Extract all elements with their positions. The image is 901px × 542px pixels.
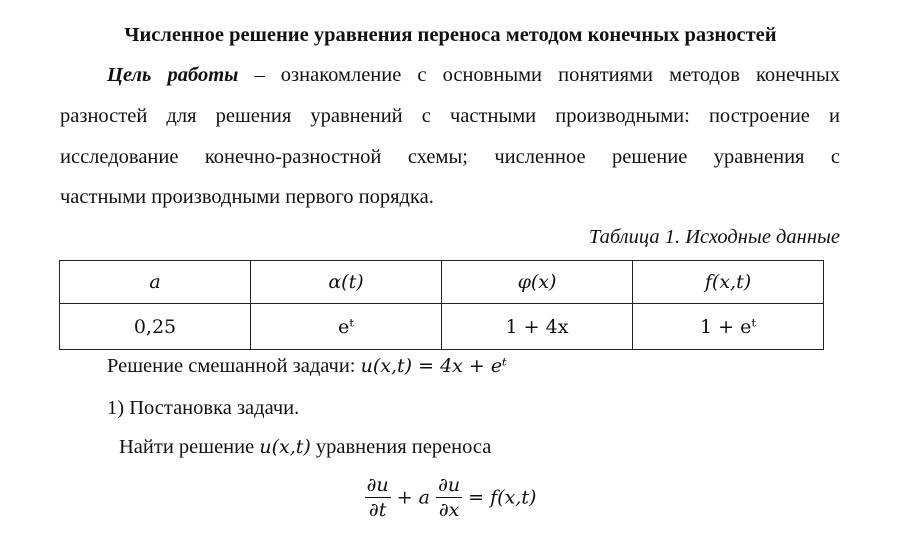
equation-plus-a: + a: [396, 486, 431, 509]
equation-rhs: = f(x,t): [468, 486, 537, 509]
solution-line: [107, 353, 840, 379]
document-title: Численное решение уравнения переноса методом конечных разностей: [124, 24, 777, 46]
value-cell-f: 1 + eᵗ: [633, 304, 824, 350]
goal-line-2: разностей для решения уравнений с частными производными: построение и: [60, 105, 840, 127]
find-line: [119, 434, 840, 460]
header-cell-a: a: [60, 261, 251, 304]
fraction-du-dt: [365, 474, 391, 521]
fraction-du-dt-denominator: ∂t: [368, 499, 387, 521]
table-value-row: [60, 304, 824, 350]
step-1-label: Постановка задачи.: [129, 397, 300, 419]
solution-label: Решение смешанной задачи:: [107, 355, 356, 377]
goal-line-4: частными производными первого порядка.: [60, 186, 434, 208]
goal-label: Цель работы: [107, 64, 239, 86]
source-data-table: [59, 260, 824, 350]
header-cell-alpha: α(t): [251, 261, 442, 304]
find-suffix: уравнения переноса: [315, 436, 492, 458]
value-cell-alpha: eᵗ: [251, 304, 442, 350]
step-1-line: [107, 395, 840, 421]
transport-equation: [0, 474, 901, 521]
fraction-du-dt-numerator: ∂u: [366, 474, 389, 496]
table-header-row: [60, 261, 824, 304]
find-prefix: Найти решение: [119, 436, 255, 458]
fraction-du-dx-numerator: ∂u: [438, 474, 461, 496]
value-cell-a: 0,25: [60, 304, 251, 350]
table-caption: Таблица 1. Исходные данные: [588, 226, 840, 248]
header-cell-phi: φ(x): [442, 261, 633, 304]
find-var: u(x,t): [259, 436, 311, 458]
goal-text-1: – ознакомление с основными понятиями методов конечных: [254, 64, 840, 86]
step-1-number: 1): [107, 397, 125, 419]
goal-line-3: исследование конечно-разностной схемы; численное решение уравнения с: [60, 146, 840, 168]
fraction-du-dx: [436, 474, 462, 521]
goal-line-1: [60, 62, 840, 88]
fraction-du-dx-denominator: ∂x: [438, 499, 460, 521]
solution-formula: u(x,t) = 4x + eᵗ: [360, 355, 507, 377]
value-cell-phi: 1 + 4x: [442, 304, 633, 350]
header-cell-f: f(x,t): [633, 261, 824, 304]
